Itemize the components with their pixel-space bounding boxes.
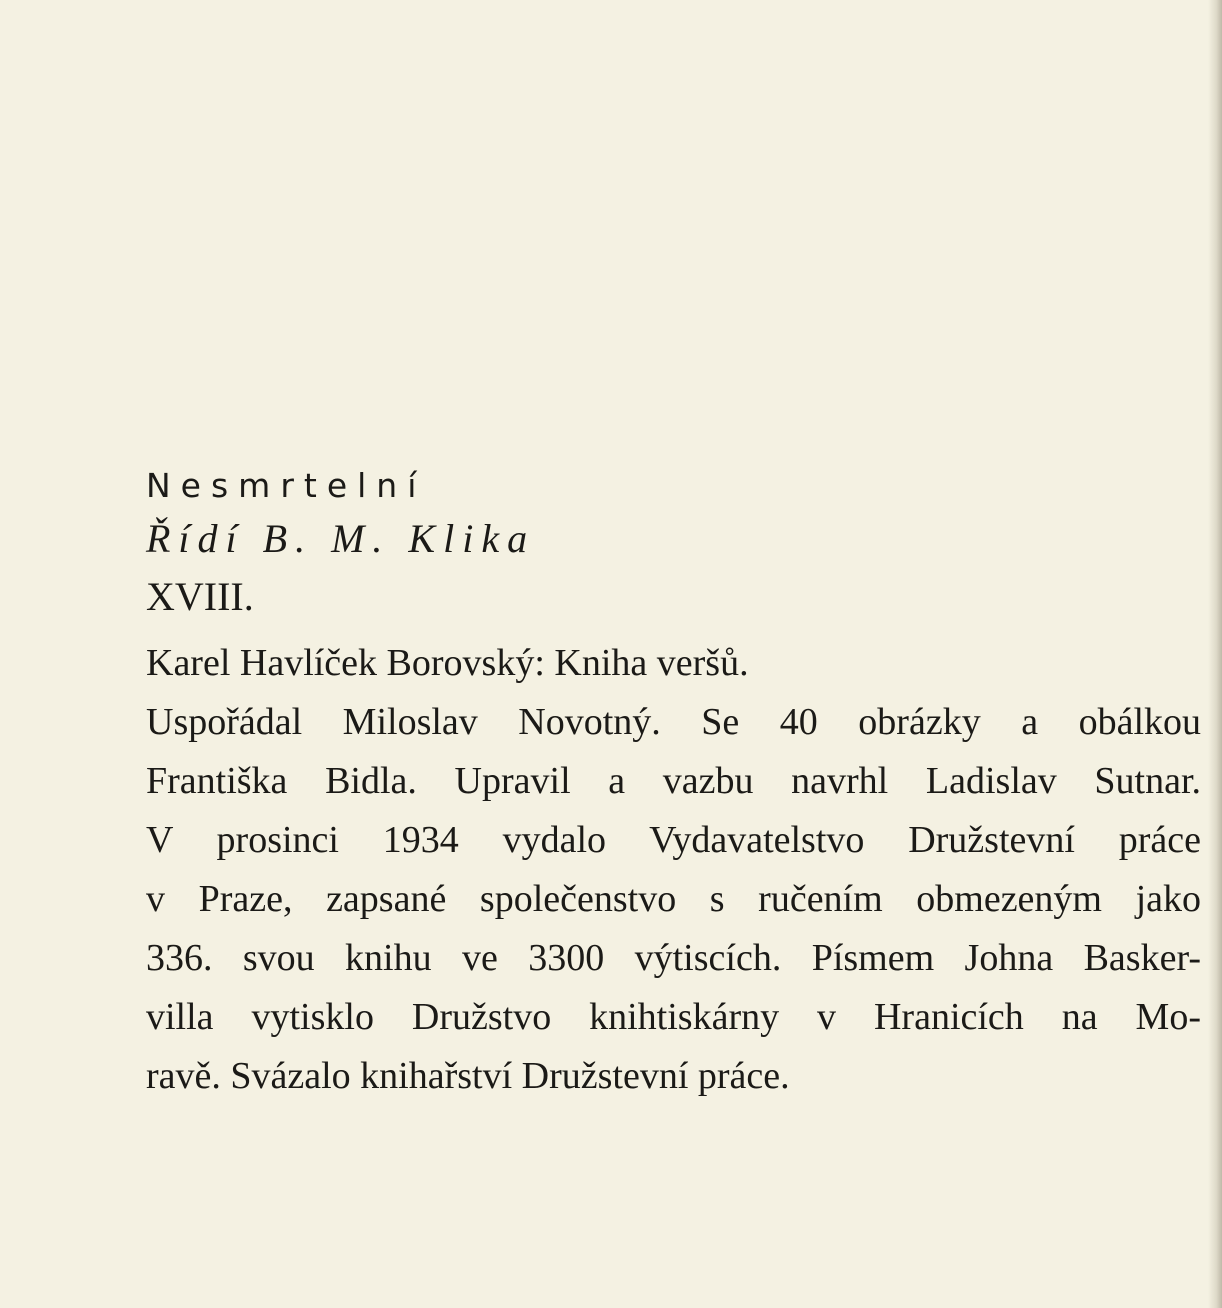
volume-number: XVIII. [146, 574, 254, 619]
colophon-line: Uspořádal Miloslav Novotný. Se 40 obrázky a obálkou [146, 701, 1201, 743]
colophon-line: v Praze, zapsané společenstvo s ručením obmezeným jako [146, 878, 1201, 920]
page-edge-shadow [1208, 0, 1222, 1308]
colophon-line: villa vytisklo Družstvo knihtiskárny v Hranicích na Mo- [146, 996, 1201, 1038]
book-title-line: Karel Havlíček Borovský: Kniha veršů. [146, 642, 749, 684]
colophon-line: Františka Bidla. Upravil a vazbu navrhl Ladislav Sutnar. [146, 760, 1201, 802]
colophon-line: V prosinci 1934 vydalo Vydavatelstvo Družstevní práce [146, 819, 1201, 861]
colophon-line: 336. svou knihu ve 3300 výtiscích. Písmem Johna Basker- [146, 937, 1201, 979]
series-name: Nesmrtelní [146, 466, 427, 505]
colophon-line: ravě. Svázalo knihařství Družstevní práce. [146, 1055, 790, 1097]
colophon [146, 462, 1206, 1106]
series-editor: Řídí B. M. Klika [146, 516, 536, 561]
